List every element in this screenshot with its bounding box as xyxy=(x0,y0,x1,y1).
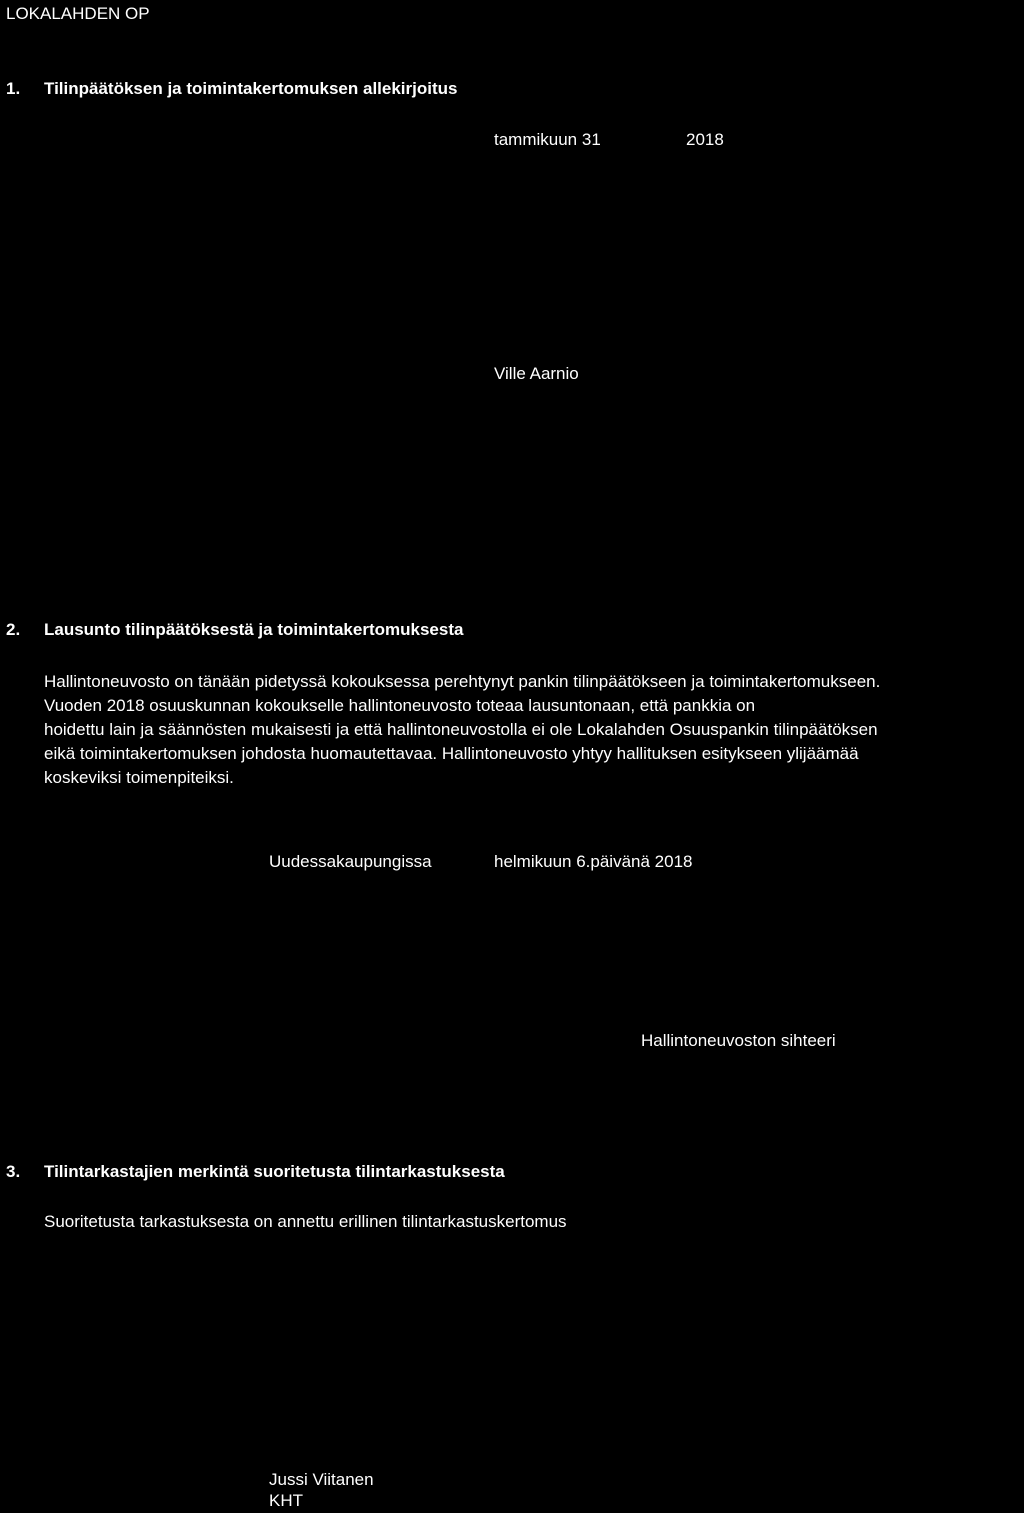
section-1-heading xyxy=(6,79,457,99)
section-1-number: 1. xyxy=(6,79,21,98)
organization-name: LOKALAHDEN OP xyxy=(6,4,150,23)
section-2-paragraph xyxy=(44,670,1024,790)
section-1-title: Tilinpäätöksen ja toimintakertomuksen allekirjoitus xyxy=(44,79,458,98)
section-3-statement: Suoritetusta tarkastuksesta on annettu erillinen tilintarkastuskertomus xyxy=(44,1212,567,1231)
section-3-heading xyxy=(6,1162,505,1182)
section-3-number: 3. xyxy=(6,1162,21,1181)
section-2-signer-title: Hallintoneuvoston sihteeri xyxy=(641,1031,836,1050)
section-2-title: Lausunto tilinpäätöksestä ja toimintakertomuksesta xyxy=(44,620,464,639)
auditor-title: KHT xyxy=(269,1491,303,1510)
paragraph-line: hoidettu lain ja säännösten mukaisesti ja että hallintoneuvostolla ei ole Lokalahden Osuuspankin tilinpäätöksen xyxy=(44,720,878,739)
paragraph-line: Vuoden 2018 osuuskunnan kokoukselle hallintoneuvosto toteaa lausuntonaan, että pankkia on xyxy=(44,696,756,715)
paragraph-line: koskeviksi toimenpiteiksi. xyxy=(44,768,234,787)
paragraph-line: Hallintoneuvosto on tänään pidetyssä kokouksessa perehtynyt pankin tilinpäätökseen ja toimintakertomukseen. xyxy=(44,672,881,691)
section-1-date-year: 2018 xyxy=(686,130,724,149)
section-2-heading xyxy=(6,620,463,640)
paragraph-line: eikä toimintakertomuksen johdosta huomautettavaa. Hallintoneuvosto yhtyy hallituksen esitykseen ylijäämää xyxy=(44,744,859,763)
section-2-place: Uudessakaupungissa xyxy=(269,852,432,871)
auditor-name: Jussi Viitanen xyxy=(269,1470,374,1489)
section-1-date-day: tammikuun 31 xyxy=(494,130,601,149)
section-3-title: Tilintarkastajien merkintä suoritetusta tilintarkastuksesta xyxy=(44,1162,505,1181)
section-1-signer-name: Ville Aarnio xyxy=(494,364,579,383)
section-2-number: 2. xyxy=(6,620,21,639)
section-2-date: helmikuun 6.päivänä 2018 xyxy=(494,852,693,871)
